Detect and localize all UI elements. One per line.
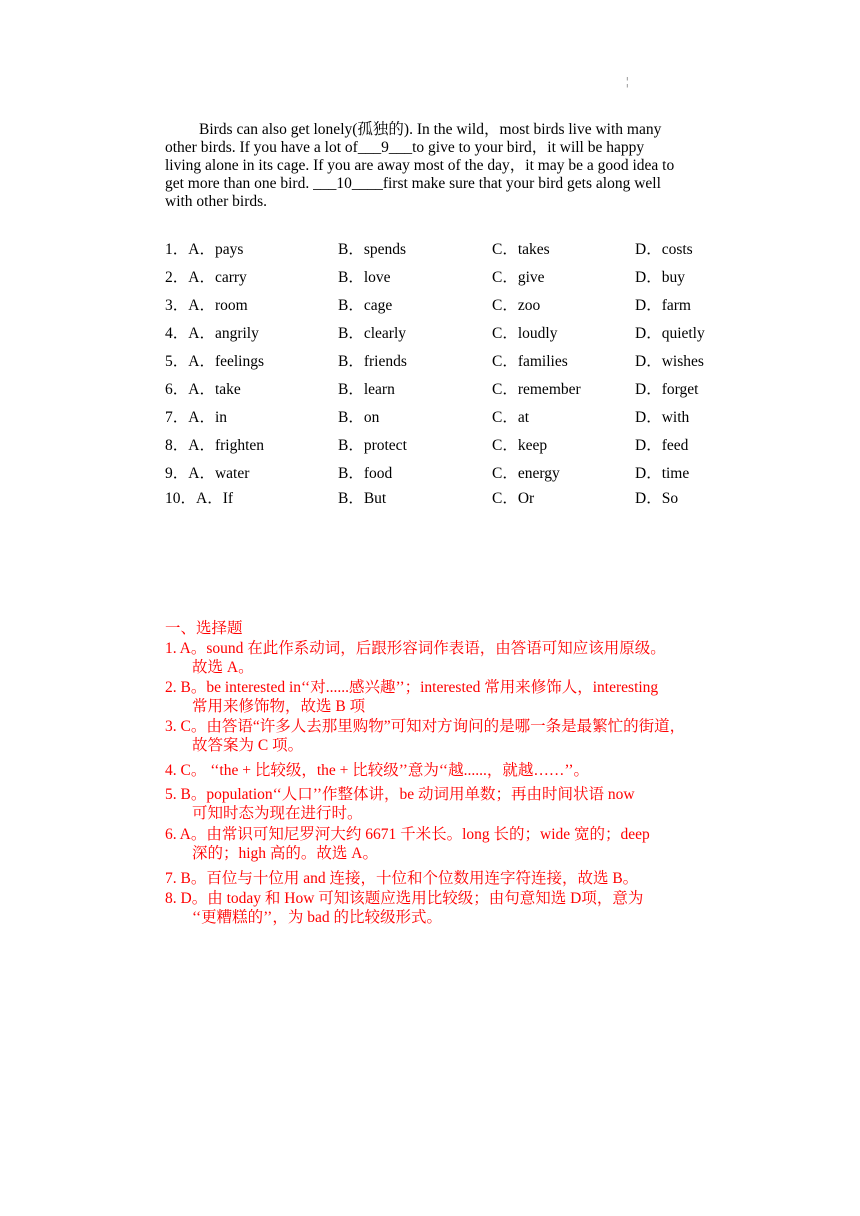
answer-line: 4. C。 ‘‘the + 比较级，the + 比较级’’意为‘‘越......，就越……’’。 (165, 762, 590, 779)
question-row (165, 321, 765, 349)
answer-line: 6. A。由常识可知尼罗河大约 6671 千米长。long 长的；wide 宽的；deep (165, 826, 650, 843)
option-c: C．loudly (492, 325, 558, 342)
option-c: C．give (492, 269, 545, 286)
margin-mark: ¦ (626, 74, 629, 88)
option-d: D．wishes (635, 353, 704, 370)
option-d: D．quietly (635, 325, 705, 342)
answer-line: 深的；high 高的。故选 A。 (192, 845, 379, 862)
option-c: C．takes (492, 241, 550, 258)
answer-line: 2. B。be interested in‘‘对......感兴趣’’；interested 常用来修饰人，interesting (165, 679, 659, 696)
option-b: B．spends (338, 241, 407, 258)
answer-line: ‘‘更糟糕的’’，为 bad 的比较级形式。 (192, 909, 442, 926)
answer-line: 5. B。population‘‘人口’’作整体讲，be 动词用单数；再由时间状语 now (165, 786, 635, 803)
answer-item (165, 785, 745, 823)
passage-line: other birds. If you have a lot of___9___to give to your bird，it will be happy (165, 139, 645, 156)
answer-line: 8. D。由 today 和 How 可知该题应选用比较级；由句意知选 D项，意为 (165, 890, 644, 907)
question-row (165, 486, 765, 510)
option-d: D．feed (635, 437, 689, 454)
answer-line: 7. B。百位与十位用 and 连接，十位和个位数用连字符连接，故选 B。 (165, 870, 639, 887)
answer-line: 1. A。sound 在此作系动词，后跟形容词作表语，由答语可知应该用原级。 (165, 640, 666, 657)
option-c: C．at (492, 409, 530, 426)
option-b: B．food (338, 465, 393, 482)
option-b: B．love (338, 269, 391, 286)
answer-line: 常用来修饰物，故选 B 项 (192, 698, 366, 715)
option-d: D．farm (635, 297, 691, 314)
option-a: 10．A．If (165, 490, 234, 507)
answer-line: 故答案为 C 项。 (192, 737, 304, 754)
answer-item (165, 678, 745, 716)
reading-passage (165, 121, 735, 211)
answer-line: 可知时态为现在进行时。 (192, 805, 363, 822)
answer-item (165, 825, 745, 863)
answer-key (165, 619, 745, 927)
option-b: B．cage (338, 297, 393, 314)
answer-item (165, 761, 745, 780)
option-c: C．Or (492, 490, 535, 507)
option-a: 3．A．room (165, 297, 248, 314)
answer-item (165, 639, 745, 677)
question-row (165, 349, 765, 377)
answer-item (165, 889, 745, 927)
option-c: C．remember (492, 381, 581, 398)
option-d: D．forget (635, 381, 699, 398)
option-a: 9．A．water (165, 465, 250, 482)
section-heading: 一、选择题 (165, 620, 243, 637)
answer-line: 3. C。由答语“许多人去那里购物”可知对方询问的是哪一条是最繁忙的街道， (165, 718, 686, 735)
options-list (165, 237, 765, 510)
option-b: B．clearly (338, 325, 407, 342)
option-b: B．But (338, 490, 387, 507)
option-b: B．learn (338, 381, 395, 398)
option-a: 2．A．carry (165, 269, 247, 286)
option-a: 8．A．frighten (165, 437, 265, 454)
passage-line: with other birds. (165, 193, 268, 210)
answer-item (165, 717, 745, 755)
option-d: D．buy (635, 269, 685, 286)
option-a: 4．A．angrily (165, 325, 259, 342)
question-row (165, 433, 765, 461)
option-c: C．zoo (492, 297, 541, 314)
answer-item (165, 869, 745, 888)
option-d: D．time (635, 465, 690, 482)
passage-line: living alone in its cage. If you are away most of the day，it may be a good idea to (165, 157, 675, 174)
option-d: D．with (635, 409, 690, 426)
option-a: 6．A．take (165, 381, 241, 398)
option-c: C．families (492, 353, 568, 370)
option-d: D．So (635, 490, 679, 507)
option-a: 7．A．in (165, 409, 228, 426)
option-b: B．friends (338, 353, 407, 370)
answer-line: 故选 A。 (192, 659, 254, 676)
option-a: 1．A．pays (165, 241, 244, 258)
question-row (165, 461, 765, 486)
option-a: 5．A．feelings (165, 353, 265, 370)
question-row (165, 405, 765, 433)
option-b: B．protect (338, 437, 407, 454)
option-d: D．costs (635, 241, 693, 258)
option-c: C．keep (492, 437, 548, 454)
option-b: B．on (338, 409, 380, 426)
passage-line: Birds can also get lonely(孤独的). In the wild，most birds live with many (199, 121, 662, 138)
question-row (165, 265, 765, 293)
question-row (165, 293, 765, 321)
question-row (165, 377, 765, 405)
passage-line: get more than one bird. ___10____first make sure that your bird gets along well (165, 175, 661, 192)
question-row (165, 237, 765, 265)
option-c: C．energy (492, 465, 560, 482)
